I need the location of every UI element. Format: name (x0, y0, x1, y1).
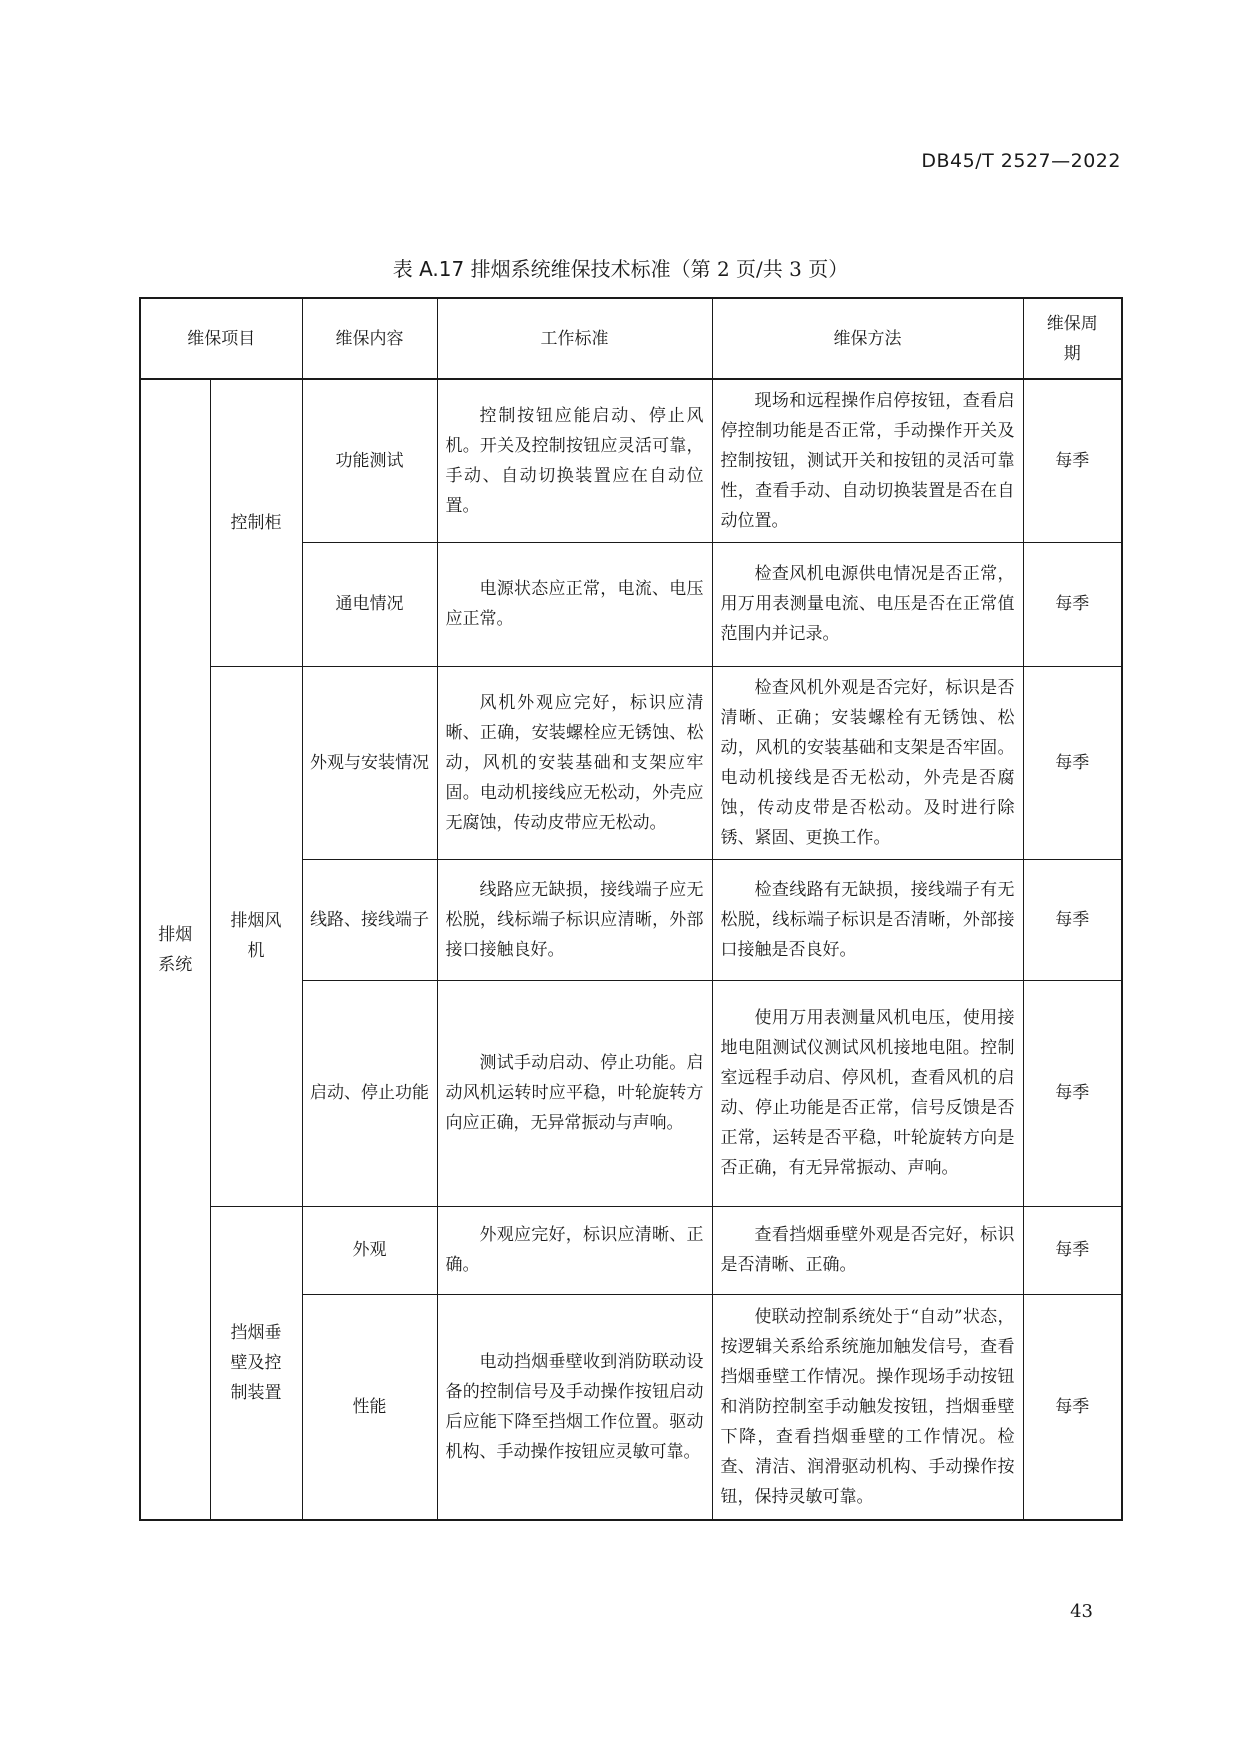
standard-cell: 测试手动启动、停止功能。启动风机运转时应平稳，叶轮旋转方向应正确，无异常振动与声响。 (437, 980, 712, 1206)
system-cell: 排烟系统 (140, 379, 210, 1520)
standard-cell: 线路应无缺损，接线端子应无松脱，线标端子标识应清晰，外部接口接触良好。 (437, 859, 712, 980)
method-cell: 检查风机外观是否完好，标识是否清晰、正确；安装螺栓有无锈蚀、松动，风机的安装基础和支架是否牢固。电动机接线是否无松动，外壳是否腐蚀，传动皮带是否松动。及时进行除锈、紧固、更换工作。 (712, 666, 1023, 859)
document-code: DB45/T 2527—2022 (921, 150, 1121, 172)
table-header-row (140, 298, 1122, 379)
group-cell: 排烟风机 (210, 666, 302, 1206)
period-cell: 每季 (1023, 542, 1122, 666)
method-cell: 现场和远程操作启停按钮，查看启停控制功能是否正常，手动操作开关及控制按钮，测试开关和按钮的灵活可靠性，查看手动、自动切换装置是否在自动位置。 (712, 379, 1023, 542)
period-cell: 每季 (1023, 666, 1122, 859)
content-cell: 外观 (302, 1206, 437, 1294)
standard-cell: 控制按钮应能启动、停止风机。开关及控制按钮应灵活可靠，手动、自动切换装置应在自动位置。 (437, 379, 712, 542)
period-cell: 每季 (1023, 1206, 1122, 1294)
header-method: 维保方法 (712, 298, 1023, 379)
group-cell: 挡烟垂壁及控制装置 (210, 1206, 302, 1520)
content-cell: 外观与安装情况 (302, 666, 437, 859)
content-cell: 启动、停止功能 (302, 980, 437, 1206)
standard-cell: 电源状态应正常，电流、电压应正常。 (437, 542, 712, 666)
period-cell: 每季 (1023, 859, 1122, 980)
maintenance-standard-table (139, 297, 1123, 1521)
table-row (140, 1206, 1122, 1294)
table-title (0, 253, 1241, 282)
method-cell: 使联动控制系统处于“自动”状态，按逻辑关系给系统施加触发信号，查看挡烟垂壁工作情况。操作现场手动按钮和消防控制室手动触发按钮，挡烟垂壁下降，查看挡烟垂壁的工作情况。检查、清洁、润滑驱动机构、手动操作按钮，保持灵敏可靠。 (712, 1294, 1023, 1520)
table-title-main: 表 A.17 排烟系统维保技术标准 (392, 257, 671, 281)
header-period: 维保周期 (1023, 298, 1122, 379)
content-cell: 通电情况 (302, 542, 437, 666)
page-number: 43 (1070, 1601, 1093, 1622)
table-row (140, 666, 1122, 859)
standard-cell: 风机外观应完好，标识应清晰、正确，安装螺栓应无锈蚀、松动，风机的安装基础和支架应牢固。电动机接线应无松动，外壳应无腐蚀，传动皮带应无松动。 (437, 666, 712, 859)
period-cell: 每季 (1023, 379, 1122, 542)
header-standard: 工作标准 (437, 298, 712, 379)
header-item: 维保项目 (140, 298, 302, 379)
period-cell: 每季 (1023, 980, 1122, 1206)
table-row (140, 379, 1122, 542)
content-cell: 功能测试 (302, 379, 437, 542)
standard-cell: 外观应完好，标识应清晰、正确。 (437, 1206, 712, 1294)
content-cell: 性能 (302, 1294, 437, 1520)
content-cell: 线路、接线端子 (302, 859, 437, 980)
method-cell: 查看挡烟垂壁外观是否完好，标识是否清晰、正确。 (712, 1206, 1023, 1294)
standard-cell: 电动挡烟垂壁收到消防联动设备的控制信号及手动操作按钮启动后应能下降至挡烟工作位置。驱动机构、手动操作按钮应灵敏可靠。 (437, 1294, 712, 1520)
table-title-page-info: （第 2 页/共 3 页） (670, 257, 849, 281)
method-cell: 检查线路有无缺损，接线端子有无松脱，线标端子标识是否清晰，外部接口接触是否良好。 (712, 859, 1023, 980)
group-cell: 控制柜 (210, 379, 302, 666)
method-cell: 使用万用表测量风机电压，使用接地电阻测试仪测试风机接地电阻。控制室远程手动启、停风机，查看风机的启动、停止功能是否正常，信号反馈是否正常，运转是否平稳，叶轮旋转方向是否正确，有无异常振动、声响。 (712, 980, 1023, 1206)
period-cell: 每季 (1023, 1294, 1122, 1520)
header-content: 维保内容 (302, 298, 437, 379)
method-cell: 检查风机电源供电情况是否正常，用万用表测量电流、电压是否在正常值范围内并记录。 (712, 542, 1023, 666)
